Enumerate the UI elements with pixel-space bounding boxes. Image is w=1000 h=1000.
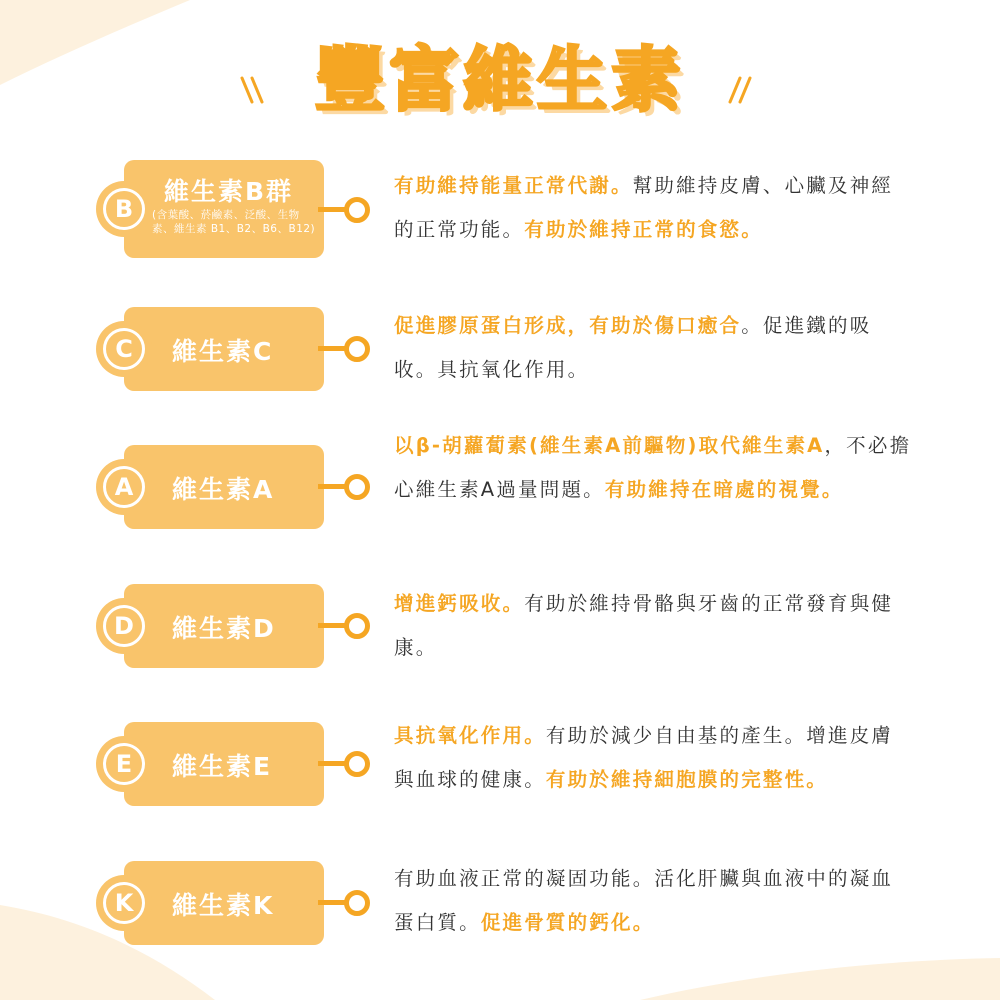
vitamin-k-ring-icon xyxy=(344,890,370,916)
desc-text: 有助血液正常的凝固功能。活化肝臟與血液中的凝血蛋白質。 xyxy=(394,867,894,934)
desc-text: ，不必擔心維生素A過量問題。 xyxy=(394,434,912,501)
vitamin-d-name: 維生素D xyxy=(172,614,276,643)
title-right-slash-icon xyxy=(726,74,756,106)
vitamin-e-description xyxy=(394,714,914,802)
vitamin-e-name: 維生素E xyxy=(172,752,273,781)
vitamin-c-description xyxy=(394,304,914,392)
vitamin-c-tag xyxy=(124,307,324,391)
vitamin-a-ring-icon xyxy=(344,474,370,500)
vitamin-d-tag xyxy=(124,584,324,668)
desc-highlight: 有助維持在暗處的視覺。 xyxy=(604,478,844,501)
vitamin-d-letter: D xyxy=(103,605,145,647)
vitamin-k-badge-icon xyxy=(96,875,152,931)
vitamin-e-tag xyxy=(124,722,324,806)
desc-text: 。促進鐵的吸收。具抗氧化作用。 xyxy=(394,314,872,381)
desc-highlight: 具抗氧化作用。 xyxy=(394,724,546,747)
desc-highlight: 有助維持能量正常代謝。 xyxy=(394,174,633,197)
vitamin-b-description xyxy=(394,164,914,252)
vitamin-b-name: 維生素B群 xyxy=(164,177,294,206)
vitamin-b-ring-icon xyxy=(344,197,370,223)
vitamin-b-badge-icon xyxy=(96,181,152,237)
title-left-slash-icon xyxy=(238,74,268,106)
vitamin-a-description xyxy=(394,424,914,512)
vitamin-e-letter: E xyxy=(103,743,145,785)
page-title: 豐富維生素 xyxy=(315,39,685,121)
desc-text: 有助於維持骨骼與牙齒的正常發育與健康。 xyxy=(394,592,894,659)
vitamin-c-ring-icon xyxy=(344,336,370,362)
desc-highlight: 增進鈣吸收。 xyxy=(394,592,525,615)
vitamin-e-badge-icon xyxy=(96,736,152,792)
bottom-right-wave xyxy=(640,958,1000,1000)
vitamin-c-badge-icon xyxy=(96,321,152,377)
vitamin-d-ring-icon xyxy=(344,613,370,639)
desc-text: 有助於減少自由基的產生。增進皮膚與血球的健康。 xyxy=(394,724,894,791)
vitamin-c-name: 維生素C xyxy=(172,337,274,366)
desc-highlight: 有助於維持正常的食慾。 xyxy=(524,218,763,241)
vitamin-k-letter: K xyxy=(103,882,145,924)
desc-highlight: 促進膠原蛋白形成，有助於傷口癒合 xyxy=(394,314,742,337)
vitamin-b-tag xyxy=(124,160,324,258)
vitamin-d-description xyxy=(394,582,914,670)
vitamin-e-ring-icon xyxy=(344,751,370,777)
vitamin-a-tag xyxy=(124,445,324,529)
vitamin-b-letter: B xyxy=(103,188,145,230)
vitamin-k-name: 維生素K xyxy=(172,891,275,920)
desc-highlight: 以β-胡蘿蔔素(維生素A前驅物)取代維生素A xyxy=(394,434,825,457)
vitamin-c-letter: C xyxy=(103,328,145,370)
desc-highlight: 促進骨質的鈣化。 xyxy=(480,911,655,934)
vitamin-k-tag xyxy=(124,861,324,945)
vitamin-a-badge-icon xyxy=(96,459,152,515)
vitamin-b-subtitle: (含葉酸、菸鹼素、泛酸、生物素、維生素 B1、B2、B6、B12) xyxy=(152,209,316,235)
vitamin-a-letter: A xyxy=(103,466,145,508)
vitamin-d-badge-icon xyxy=(96,598,152,654)
title-area xyxy=(0,38,1000,128)
desc-text: 幫助維持皮膚、心臟及神經的正常功能。 xyxy=(394,174,894,241)
vitamin-a-name: 維生素A xyxy=(172,475,275,504)
vitamin-k-description xyxy=(394,857,914,945)
desc-highlight: 有助於維持細胞膜的完整性。 xyxy=(545,768,829,791)
